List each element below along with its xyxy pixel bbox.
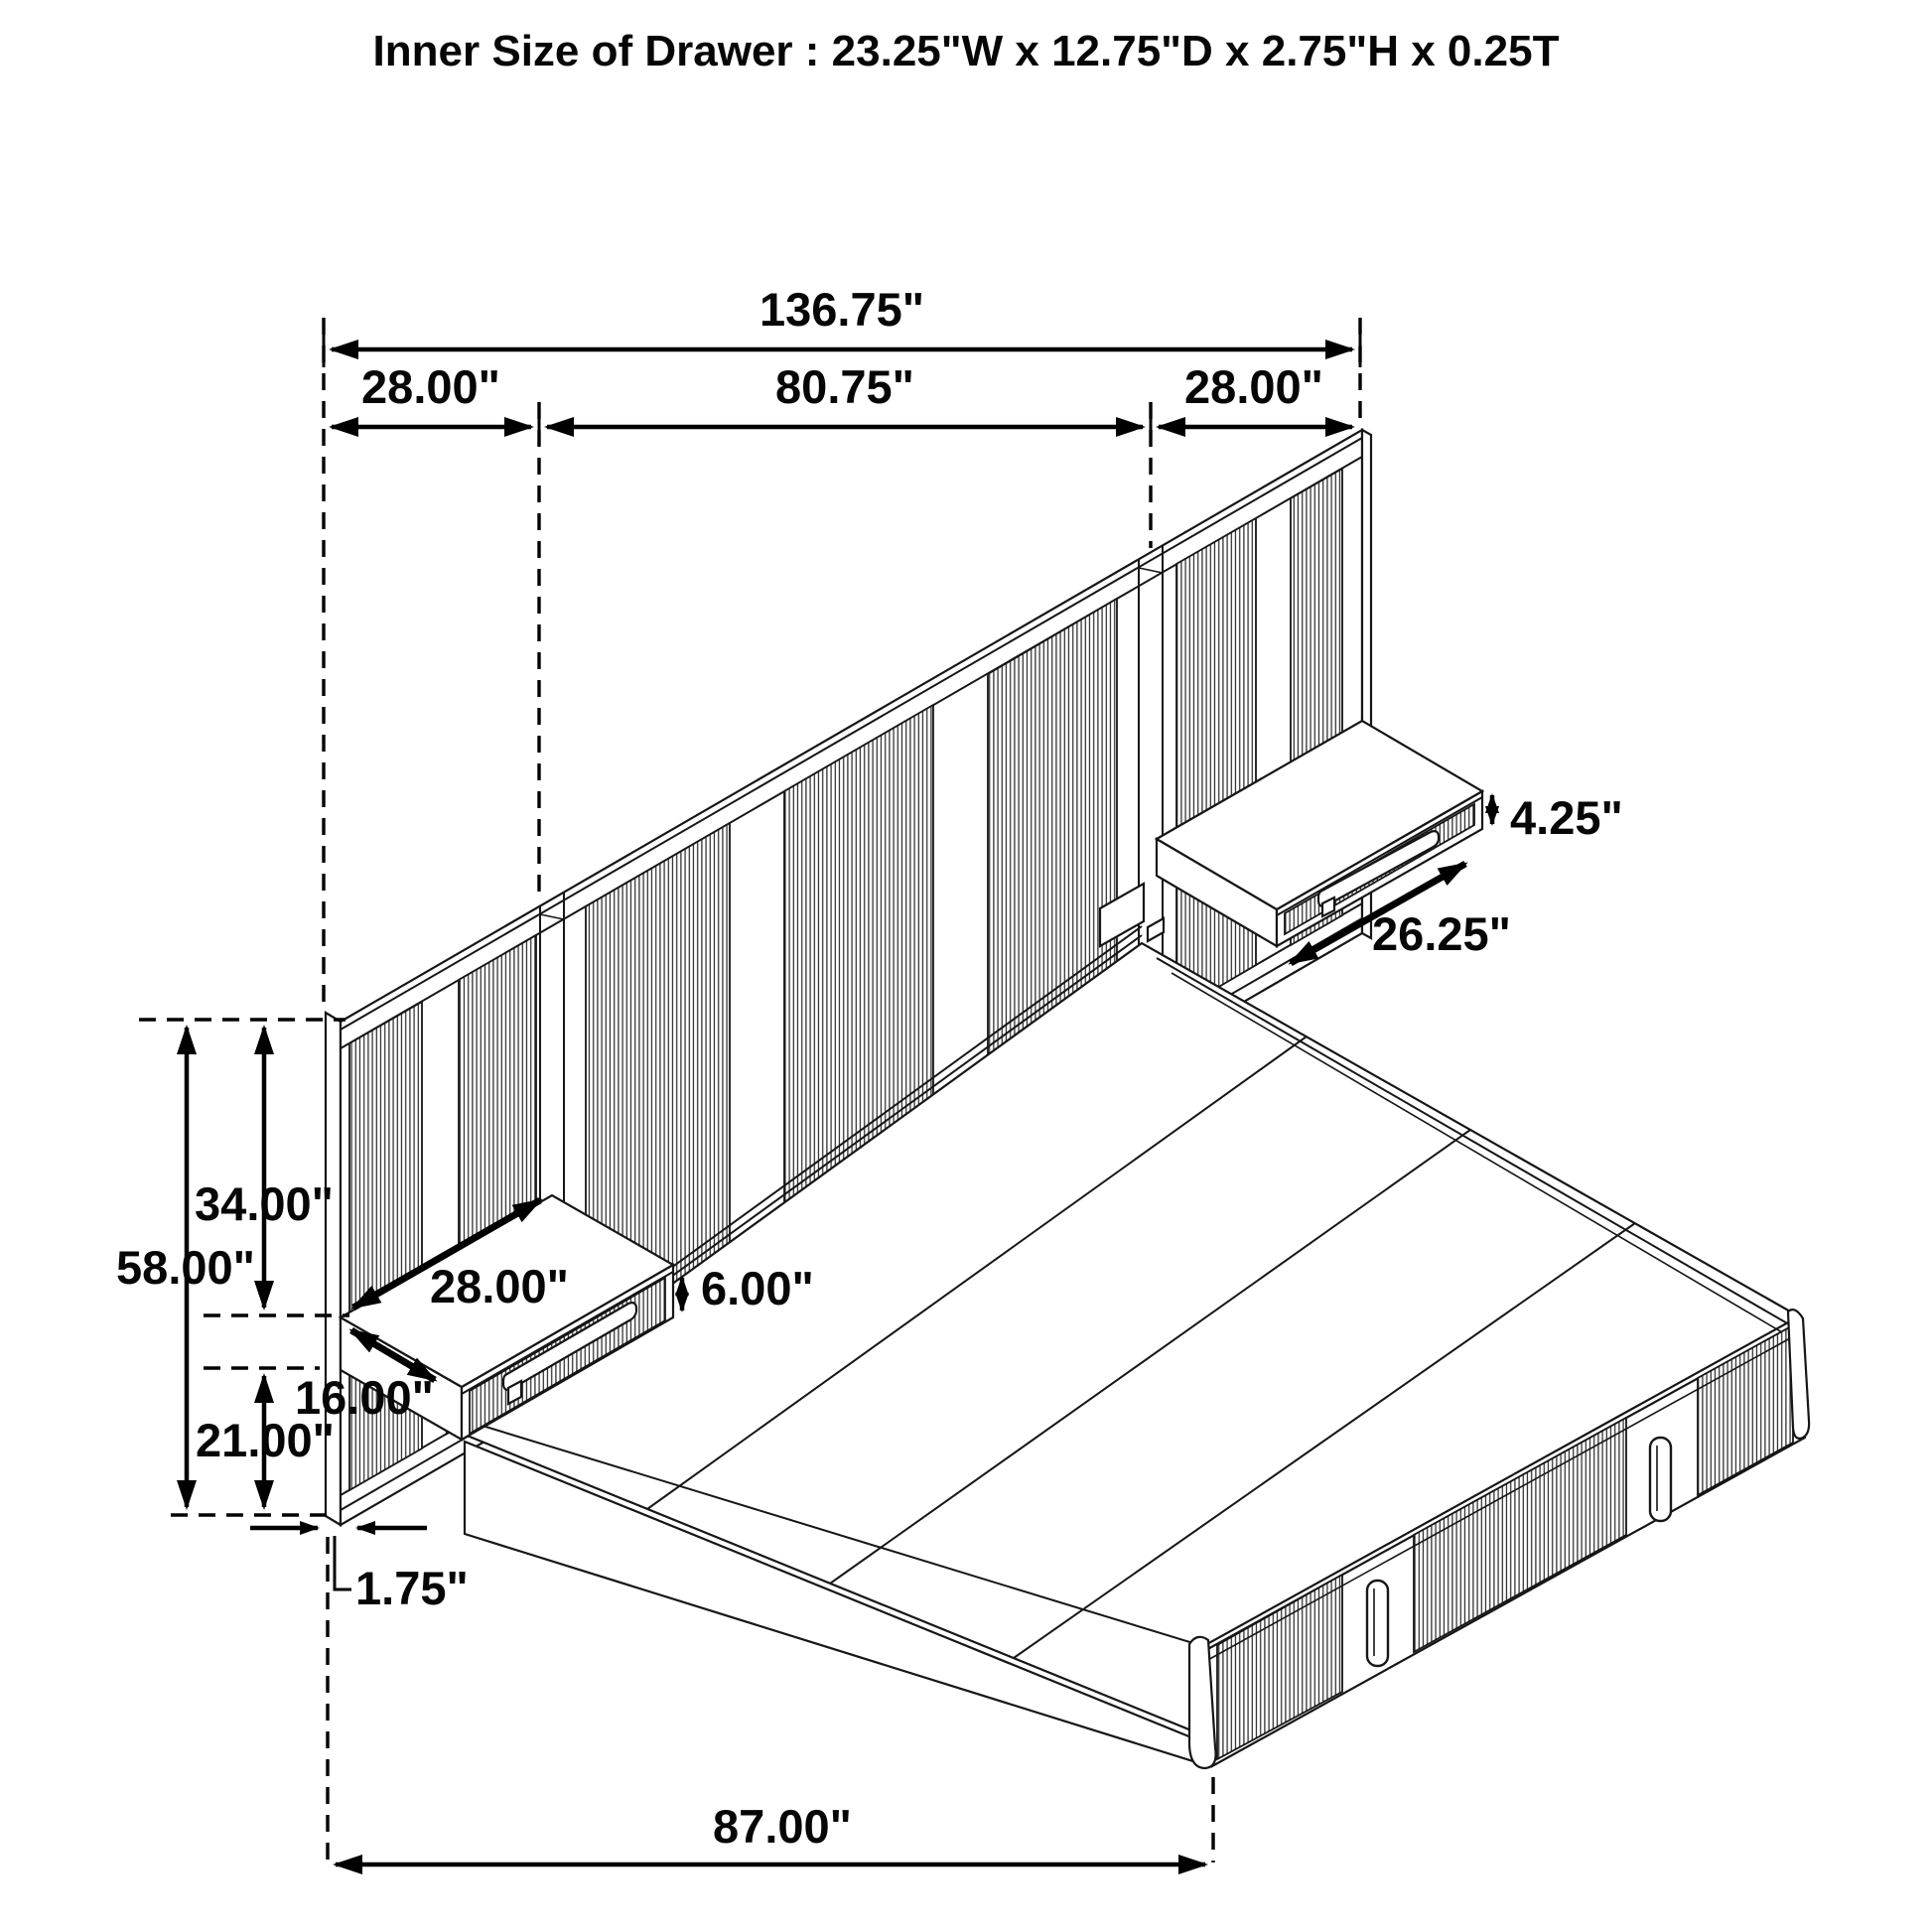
dim-total-height-label: 58.00" (116, 1241, 255, 1294)
dim-left-nightstand-depth-label: 16.00" (295, 1371, 434, 1424)
dim-overall-width (324, 283, 1360, 367)
dim-left-section-label: 28.00" (361, 360, 500, 413)
dim-platform-length (336, 1800, 1205, 1864)
dim-platform-length-label: 87.00" (713, 1800, 852, 1853)
dim-overall-width-label: 136.75" (759, 283, 925, 336)
dim-upper-height-label: 34.00" (195, 1177, 334, 1230)
dim-panel-thickness-label: 1.75" (355, 1562, 469, 1614)
dim-heights (116, 1028, 335, 1507)
dim-base-height-label: 21.00" (196, 1414, 335, 1466)
dim-panel-thickness (250, 1528, 469, 1614)
page-title: Inner Size of Drawer : 23.25"W x 12.75"D x 2.75"H x 0.25T (372, 27, 1560, 75)
dim-left-nightstand-height-label: 6.00" (701, 1262, 814, 1314)
dim-right-nightstand-height-label: 4.25" (1510, 791, 1623, 844)
dim-right-nightstand-width-label: 26.25" (1372, 907, 1511, 960)
dim-section-widths (332, 360, 1352, 445)
dim-right-section-label: 28.00" (1184, 360, 1323, 413)
dim-center-section-label: 80.75" (775, 360, 914, 413)
dim-left-nightstand-width-label: 28.00" (430, 1260, 569, 1312)
